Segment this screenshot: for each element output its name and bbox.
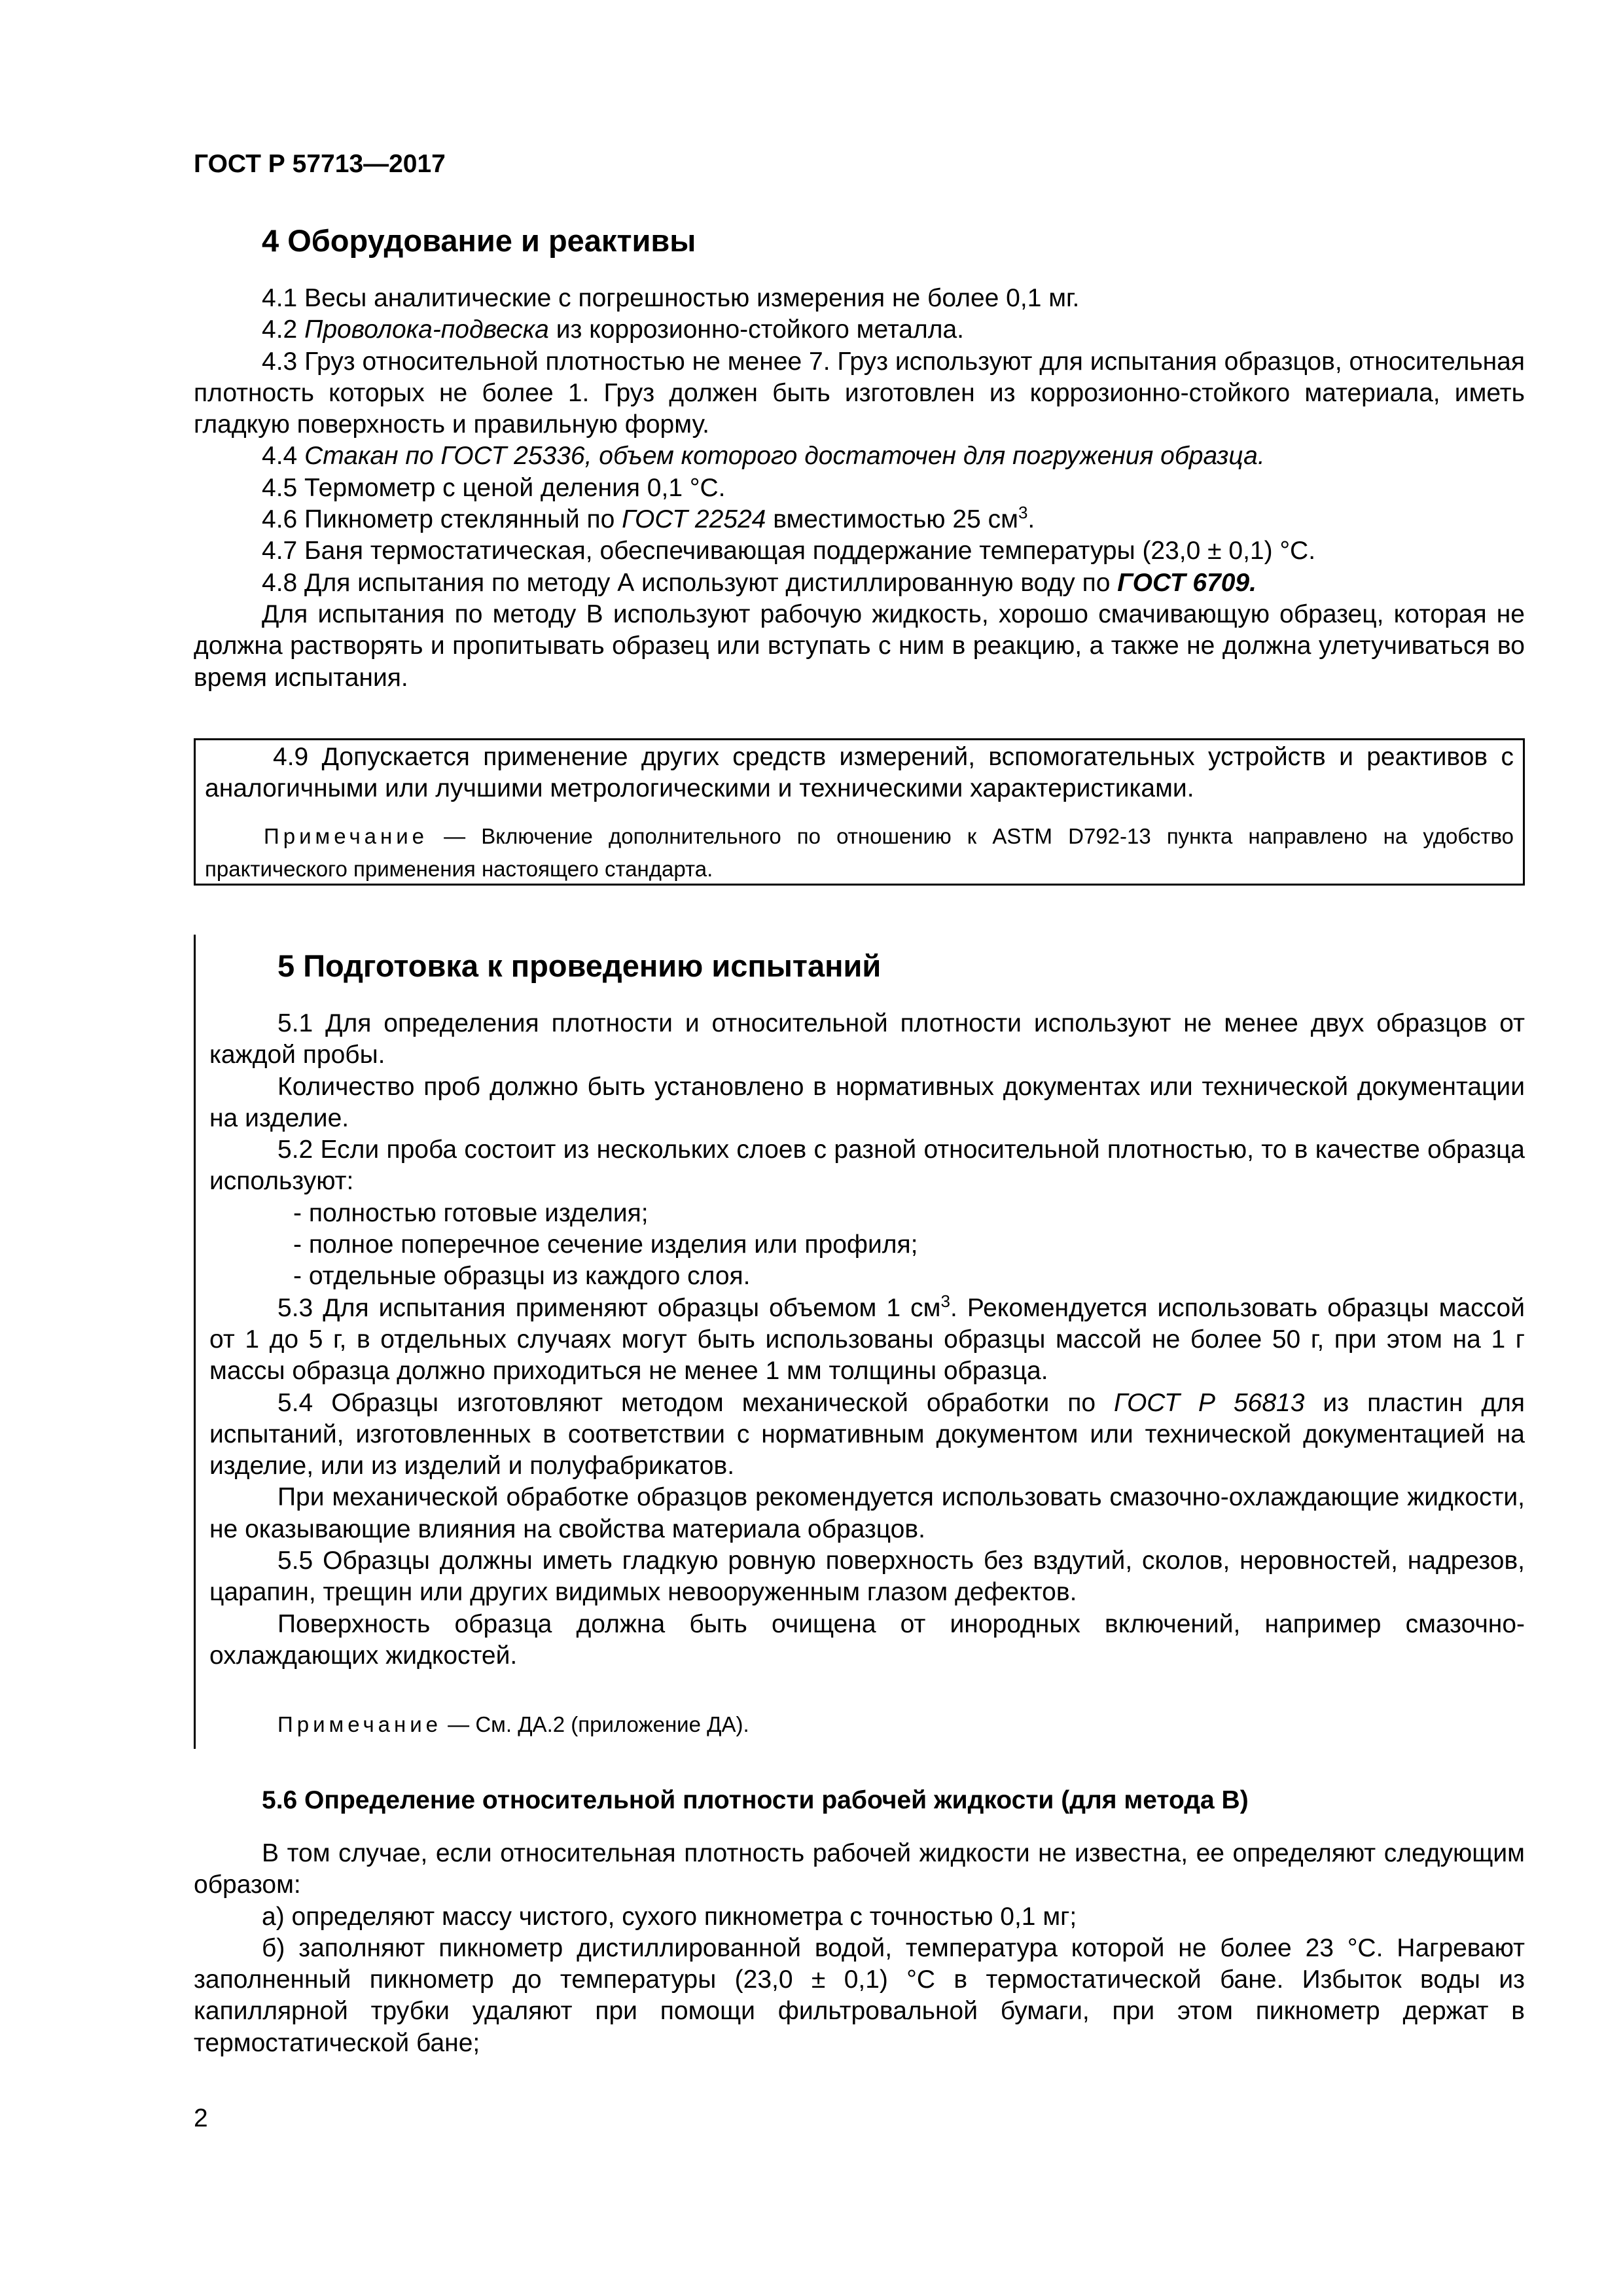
standard-reference: ГОСТ 25336 — [440, 442, 585, 471]
list-item: - полностью готовые изделия; — [293, 1198, 649, 1227]
paragraph-text: из коррозионно-стойкого металла. — [548, 315, 965, 344]
list-item: - полное поперечное сечение изделия или профиля; — [293, 1230, 918, 1259]
standard-reference: ГОСТ 6709. — [1117, 568, 1257, 597]
paragraph-text: 4.6 Пикнометр стеклянный по — [262, 505, 622, 534]
paragraph-text: 5.3 Для испытания применяют образцы объемом 1 см — [277, 1293, 941, 1322]
section-5-title: 5 Подготовка к проведению испытаний — [277, 948, 882, 983]
clause-number: 4.4 — [262, 442, 305, 471]
paragraph-text: , объем которого достаточен для погружения образца. — [584, 442, 1265, 471]
change-bar — [194, 935, 196, 1749]
italic-term: Стакан — [304, 442, 399, 471]
note-text: — См. ДА.2 (приложение ДА). — [442, 1712, 749, 1736]
note-label: Примечание — [277, 1712, 442, 1736]
paragraph-5-6: В том случае, если относительная плотность рабочей жидкости не известна, ее определяют следующим образом: — [194, 1839, 1525, 1899]
superscript: 3 — [940, 1291, 950, 1311]
paragraph-5-4 — [209, 1388, 1525, 1482]
list-item: - отдельные образцы из каждого слоя. — [293, 1262, 751, 1291]
paragraph-4-5: 4.5 Термометр с ценой деления 0,1 °С. — [262, 473, 726, 502]
paragraph-4-9 — [205, 742, 1514, 805]
framed-addition-box — [194, 738, 1525, 886]
paragraph-text: 5.4 Образцы изготовляют методом механической обработки по — [277, 1388, 1115, 1417]
page-number: 2 — [194, 2104, 208, 2132]
note-text: — Включение дополнительного по отношению к ASTM D792-13 пункта направлено на удобство практического применения настоящего стандарта. — [205, 824, 1514, 881]
superscript: 3 — [1018, 503, 1028, 523]
standard-reference: ГОСТ Р 56813 — [1114, 1388, 1305, 1417]
paragraph-4-2 — [194, 314, 1525, 346]
section-5-note — [277, 1708, 749, 1741]
note-label: Примечание — [264, 824, 429, 848]
box-note — [205, 820, 1514, 886]
paragraph-text: . — [1027, 505, 1035, 534]
paragraph-text: . Рекомендуется использовать образцы массой от 1 до 5 г, в отдельных случаях могут быть использованы образцы массой не более 50 г, при этом на 1 г массы образца должно приходиться не менее 1 мм толщины образца. — [209, 1293, 1525, 1386]
paragraph-4-1: 4.1 Весы аналитические с погрешностью измерения не более 0,1 мг. — [262, 284, 1080, 312]
paragraph-5-5: 5.5 Образцы должны иметь гладкую ровную поверхность без вздутий, сколов, неровностей, надрезов, царапин, трещин или других видимых невооруженным глазом дефектов. — [209, 1547, 1525, 1607]
section-5-body — [209, 1008, 1525, 1672]
standard-reference: ГОСТ 22524 — [622, 505, 766, 534]
paragraph-text: из пластин для испытаний, изготовленных в соответствии с нормативным документом или технической документацией на изделие, или из изделий и полуфабрикатов. — [209, 1388, 1525, 1480]
paragraph-5-1-continued: Количество проб должно быть установлено в нормативных документах или технической документации на изделие. — [209, 1072, 1525, 1132]
paragraph-4-6 — [194, 504, 1525, 535]
list-item-b: б) заполняют пикнометр дистиллированной водой, температура которой не более 23 °С. Нагревают заполненный пикнометр до температуры (23,0 ± 0,1) °С в термостатической бане. Избыток воды из капиллярной трубки удаляют при помощи фильтровальной бумаги, при этом пикнометр держат в термостатической бане; — [194, 1933, 1525, 2057]
paragraph-4-4 — [194, 440, 1525, 472]
section-4-body — [194, 283, 1525, 694]
paragraph-text: 4.9 Допускается применение других средств измерений, вспомогательных устройств и реактивов с аналогичными или лучшими метрологическими и техническими характеристиками. — [205, 743, 1514, 803]
document-number: ГОСТ Р 57713—2017 — [194, 150, 446, 178]
paragraph-5-5-continued: Поверхность образца должна быть очищена от инородных включений, например смазочно-охлаждающих жидкостей. — [209, 1609, 1525, 1670]
paragraph-5-4-continued: При механической обработке образцов рекомендуется использовать смазочно-охлаждающие жидкости, не оказывающие влияния на свойства материала образцов. — [209, 1483, 1525, 1543]
paragraph-4-7: 4.7 Баня термостатическая, обеспечивающая поддержание температуры (23,0 ± 0,1) °С. — [262, 537, 1316, 565]
paragraph-text: вместимостью 25 см — [766, 505, 1018, 534]
subsection-5-6-title: 5.6 Определение относительной плотности рабочей жидкости (для метода В) — [262, 1786, 1249, 1814]
paragraph-5-1: 5.1 Для определения плотности и относительной плотности используют не менее двух образцов от каждой пробы. — [209, 1009, 1525, 1069]
paragraph-text: 4.8 Для испытания по методу А используют дистиллированную воду по — [262, 568, 1118, 597]
paragraph-5-2: 5.2 Если проба состоит из нескольких слоев с разной относительной плотностью, то в качестве образца используют: — [209, 1136, 1525, 1196]
paragraph-4-3: 4.3 Груз относительной плотностью не менее 7. Груз используют для испытания образцов, относительная плотность которых не более 1. Груз должен быть изготовлен из коррозионно-стойкого материала, иметь гладкую поверхность и правильную форму. — [194, 347, 1525, 439]
paragraph-5-3 — [209, 1293, 1525, 1388]
paragraph-4-8 — [194, 567, 1525, 599]
section-4-title: 4 Оборудование и реактивы — [262, 223, 696, 258]
clause-number: 4.2 — [262, 315, 305, 344]
paragraph-4-8-continued: Для испытания по методу В используют рабочую жидкость, хорошо смачивающую образец, которая не должна растворять и пропитывать образец или вступать с ним в реакцию, а также не должна улетучиваться во время испытания. — [194, 600, 1525, 692]
paragraph-text: по — [398, 442, 441, 471]
subsection-5-6-body — [194, 1838, 1525, 2059]
list-item-a: а) определяют массу чистого, сухого пикнометра с точностью 0,1 мг; — [262, 1902, 1077, 1931]
italic-term: Проволока-подвеска — [304, 315, 549, 344]
